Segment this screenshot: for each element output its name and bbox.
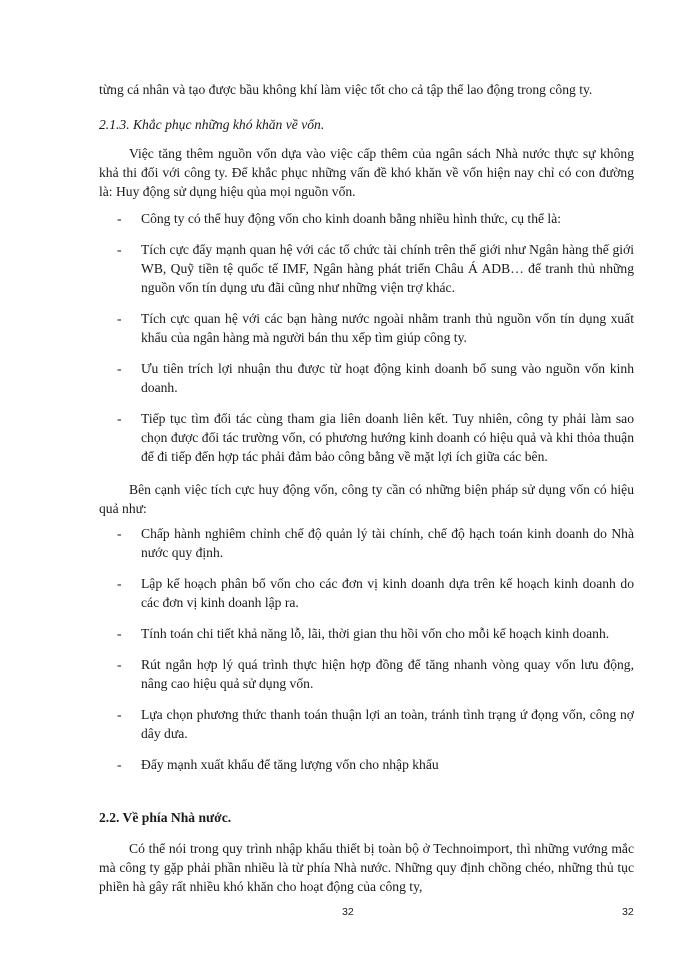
list-item-text: Lựa chọn phương thức thanh toán thuận lợi an toàn, tránh tình trạng ứ đọng vốn, công nợ dây dưa. — [141, 707, 634, 741]
dash-bullet: - — [117, 526, 122, 541]
intro-line: từng cá nhân và tạo được bầu không khí làm việc tốt cho cả tập thể lao động trong công ty. — [99, 82, 593, 97]
list-item — [99, 240, 634, 297]
list-item-text: Chấp hành nghiêm chỉnh chế độ quản lý tài chính, chế độ hạch toán kinh doanh do Nhà nước quy định. — [141, 526, 634, 560]
list-item — [99, 574, 634, 612]
page-number-right: 32 — [622, 906, 634, 918]
dash-bullet: - — [117, 707, 122, 722]
section-intro-paragraph: Việc tăng thêm nguồn vốn dựa vào việc cấp thêm của ngân sách Nhà nước thực sự không khả thi đối với công ty. Để khắc phục những vấn đề khó khăn về vốn hiện nay chỉ có con đường là: Huy động sử dụng hiệu qủa mọi nguồn vốn. — [99, 146, 634, 199]
page-number-center: 32 — [342, 906, 354, 918]
dash-bullet: - — [117, 211, 122, 226]
state-paragraph: Có thể nói trong quy trình nhập khẩu thiết bị toàn bộ ở Technoimport, thì những vướng mắc mà công ty gặp phải phần nhiều là từ phía Nhà nước. Những quy định chồng chéo, những thủ tục phiền hà gây rất nhiều khó khăn cho hoạt động của công ty, — [99, 841, 634, 894]
list-item — [99, 524, 634, 562]
dash-bullet: - — [117, 657, 122, 672]
list-item-text: Đẩy mạnh xuất khẩu để tăng lượng vốn cho nhập khẩu — [141, 757, 439, 772]
list-item — [99, 359, 634, 397]
list-item — [99, 409, 634, 466]
list-item-text: Tích cực quan hệ với các bạn hàng nước ngoài nhằm tranh thủ nguồn vốn tín dụng xuất khẩu của ngân hàng mà người bán thu xếp tìm giúp công ty. — [141, 311, 634, 345]
list-item-text: Tính toán chi tiết khả năng lỗ, lãi, thời gian thu hồi vốn cho mỗi kế hoạch kinh doanh. — [141, 626, 610, 641]
list-item — [99, 705, 634, 743]
list-item — [99, 624, 634, 643]
section-heading-2-1-3: 2.1.3. Khắc phục những khó khăn về vốn. — [99, 117, 325, 132]
list-item-text: Công ty có thể huy động vốn cho kinh doanh bằng nhiều hình thức, cụ thể là: — [141, 211, 562, 226]
efficiency-paragraph: Bên cạnh việc tích cực huy động vốn, công ty cần có những biện pháp sử dụng vốn có hiệu quả như: — [99, 482, 634, 516]
list-item — [99, 309, 634, 347]
list-item — [99, 755, 634, 774]
list-item — [99, 209, 634, 228]
dash-bullet: - — [117, 361, 122, 376]
dash-bullet: - — [117, 626, 122, 641]
list-item-text: Rút ngắn hợp lý quá trình thực hiện hợp đồng để tăng nhanh vòng quay vốn lưu động, nâng cao hiệu quả sử dụng vốn. — [141, 657, 634, 691]
dash-bullet: - — [117, 757, 122, 772]
section-heading-2-2: 2.2. Về phía Nhà nước. — [99, 810, 232, 825]
list-item-text: Lập kế hoạch phân bổ vốn cho các đơn vị kinh doanh dựa trên kế hoạch kinh doanh do các đơn vị kinh doanh lập ra. — [141, 576, 634, 610]
dash-bullet: - — [117, 242, 122, 257]
list-item-text: Tích cực đẩy mạnh quan hệ với các tổ chức tài chính trên thế giới như Ngân hàng thế giới WB, Quỹ tiền tệ quốc tế IMF, Ngân hàng phát triển Châu Á ADB… để tranh thủ những nguồn vốn tín dụng ưu đãi cũng như những viện trợ khác. — [141, 242, 634, 295]
dash-bullet: - — [117, 411, 122, 426]
list-item — [99, 655, 634, 693]
dash-bullet: - — [117, 576, 122, 591]
page-content — [99, 80, 634, 896]
list-item-text: Tiếp tục tìm đối tác cùng tham gia liên doanh liên kết. Tuy nhiên, công ty phải làm sao chọn được đối tác trường vốn, có phương hướng kinh doanh có hiệu quả và khi thỏa thuận để đi tiếp đến hợp tác phải đảm bảo công bằng về mặt lợi ích giữa các bên. — [141, 411, 634, 464]
funding-methods-list — [99, 209, 634, 466]
list-item-text: Ưu tiên trích lợi nhuận thu được từ hoạt động kinh doanh bổ sung vào nguồn vốn kinh doanh. — [141, 361, 634, 395]
efficiency-measures-list — [99, 524, 634, 774]
dash-bullet: - — [117, 311, 122, 326]
